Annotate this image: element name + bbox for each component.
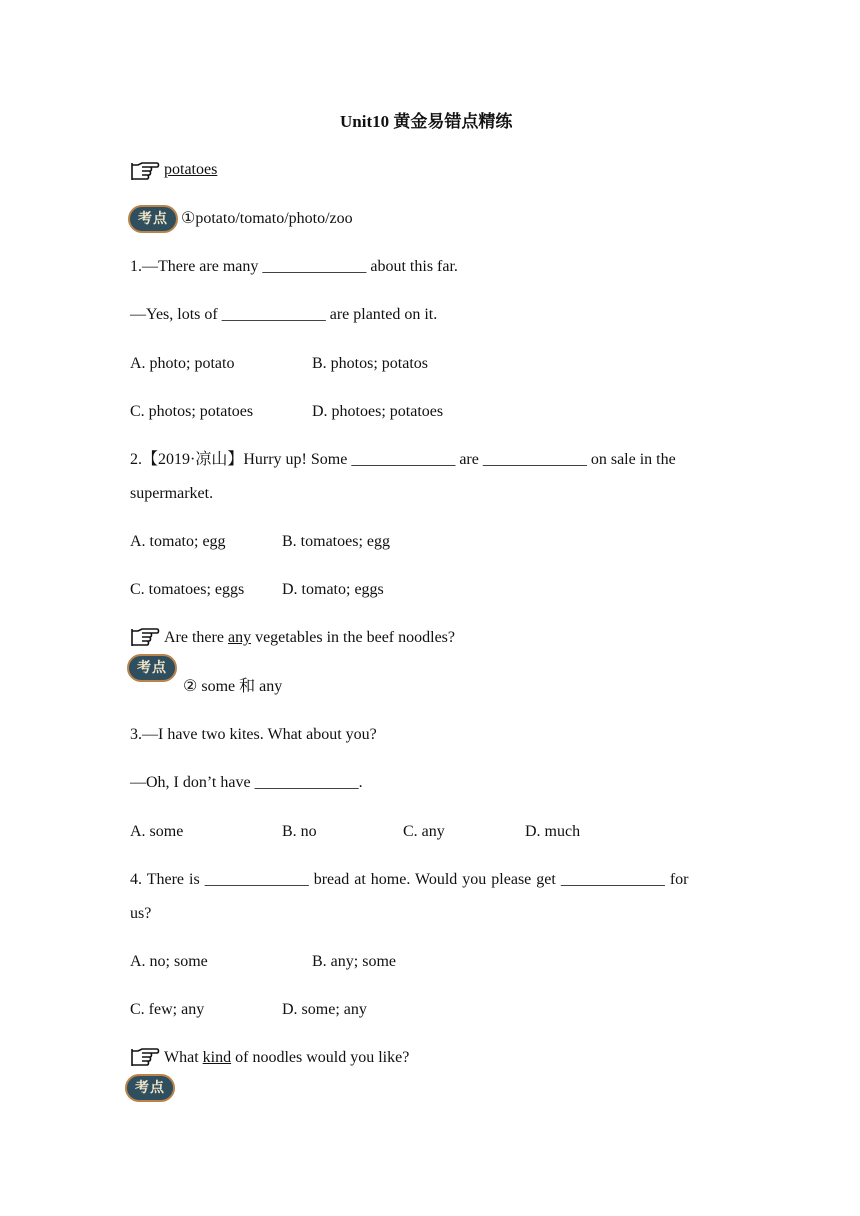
pointing-hand-icon	[130, 160, 160, 182]
question-4-line-2: us?	[130, 905, 152, 922]
page-title: Unit10 黄金易错点精练	[340, 112, 513, 131]
option-a: A. some	[130, 823, 184, 840]
highlight-sentence-2: Are there any vegetables in the beef noodles?	[164, 629, 455, 646]
key-point-text: ② some 和 any	[183, 678, 283, 695]
option-d: D. tomato; eggs	[282, 581, 384, 598]
highlight-word: potatoes	[164, 161, 218, 178]
key-point-badge: 考点	[125, 1074, 175, 1102]
highlight-word: kind	[202, 1049, 232, 1066]
option-d: D. some; any	[282, 1001, 367, 1018]
key-point-badge: 考点	[127, 654, 177, 682]
question-1-line-2: —Yes, lots of _____________ are planted on it.	[130, 306, 438, 323]
key-point-badge: 考点	[128, 205, 178, 233]
option-b: B. no	[282, 823, 317, 840]
question-3-line-2: —Oh, I don’t have _____________.	[130, 774, 363, 791]
option-a: A. tomato; egg	[130, 533, 226, 550]
question-3-line-1: 3.—I have two kites. What about you?	[130, 726, 377, 743]
pointing-hand-icon	[130, 626, 160, 648]
option-b: B. any; some	[312, 953, 396, 970]
option-c: C. photos; potatoes	[130, 403, 254, 420]
highlight-sentence-3: What kind of noodles would you like?	[164, 1049, 410, 1066]
option-c: C. any	[403, 823, 445, 840]
option-b: B. photos; potatos	[312, 355, 429, 372]
question-2-line-1: 2.【2019·凉山】Hurry up! Some _____________ are _____________ on sale in the	[130, 451, 676, 468]
question-1-line-1: 1.—There are many _____________ about this far.	[130, 258, 458, 275]
option-a: A. no; some	[130, 953, 208, 970]
option-c: C. few; any	[130, 1001, 205, 1018]
question-2-line-2: supermarket.	[130, 485, 214, 502]
key-point-text: ①potato/tomato/photo/zoo	[181, 210, 353, 227]
option-a: A. photo; potato	[130, 355, 235, 372]
option-b: B. tomatoes; egg	[282, 533, 390, 550]
highlight-sentence-1	[164, 160, 217, 180]
highlight-word: any	[227, 629, 252, 646]
question-4-line-1: 4. There is _____________ bread at home. Would you please get _____________ for	[130, 871, 689, 888]
pointing-hand-icon	[130, 1046, 160, 1068]
option-d: D. photoes; potatoes	[312, 403, 444, 420]
option-c: C. tomatoes; eggs	[130, 581, 245, 598]
option-d: D. much	[525, 823, 581, 840]
